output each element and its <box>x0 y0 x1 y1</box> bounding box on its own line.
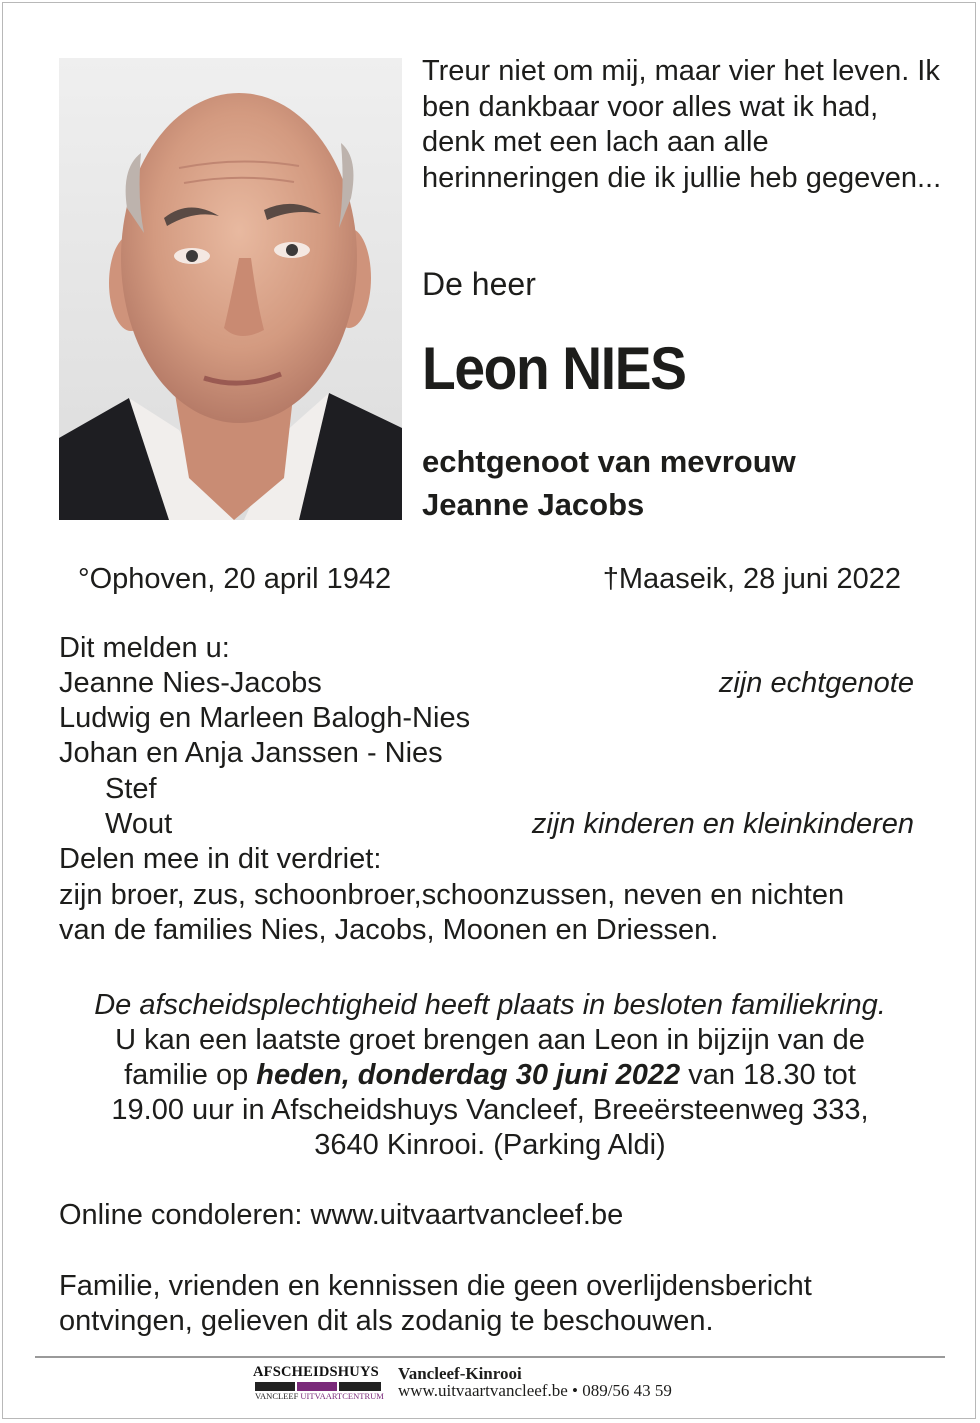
ceremony-line: U kan een laatste groet brengen aan Leon in bijzijn van de <box>115 1024 865 1056</box>
logo-sub-1: VANCLEEF <box>255 1391 299 1401</box>
online-condolence: Online condoleren: www.uitvaartvancleef.be <box>59 1199 624 1231</box>
title-prefix: De heer <box>422 266 536 302</box>
logo-bar <box>255 1382 295 1391</box>
grandchild-name: Stef <box>105 773 157 805</box>
logo-bars <box>255 1382 381 1391</box>
ceremony-text: familie op <box>124 1059 249 1091</box>
footer-divider <box>35 1356 945 1358</box>
deceased-name: Leon NIES <box>422 335 686 402</box>
family-member-name: Ludwig en Marleen Balogh-Nies <box>59 702 471 734</box>
ceremony-line: 19.00 uur in Afscheidshuys Vancleef, Breeërsteenweg 333, <box>111 1094 869 1126</box>
announcement-intro: Dit melden u: <box>59 632 230 664</box>
ceremony-date: heden, donderdag 30 juni 2022 <box>256 1059 681 1091</box>
family-member-name: Jeanne Nies-Jacobs <box>59 667 322 699</box>
ceremony-line: De afscheidsplechtigheid heeft plaats in besloten familiekring. <box>94 989 886 1021</box>
funeral-home-logo <box>253 1364 383 1404</box>
funeral-home-contact: www.uitvaartvancleef.be • 089/56 43 59 <box>398 1381 672 1400</box>
ceremony-text: van 18.30 tot <box>688 1059 856 1091</box>
logo-sub-2: UITVAARTCENTRUM <box>300 1391 384 1401</box>
share-intro: Delen mee in dit verdriet: <box>59 843 382 875</box>
death-date: †Maaseik, 28 juni 2022 <box>602 563 901 595</box>
portrait-image <box>59 58 402 520</box>
funeral-home-name: Vancleef-Kinrooi <box>398 1364 522 1383</box>
logo-bar <box>339 1382 381 1391</box>
spouse-line-1: echtgenoot van mevrouw <box>422 444 796 479</box>
birth-date: °Ophoven, 20 april 1942 <box>78 563 392 595</box>
family-relation: zijn kinderen en kleinkinderen <box>531 808 914 840</box>
family-relation: zijn echtgenote <box>718 667 914 699</box>
logo-bar <box>297 1382 337 1391</box>
share-line: van de families Nies, Jacobs, Moonen en Driessen. <box>59 914 719 946</box>
family-member-name: Johan en Anja Janssen - Nies <box>59 737 443 769</box>
share-line: zijn broer, zus, schoonbroer,schoonzussen, neven en nichten <box>59 879 845 911</box>
portrait-photo <box>59 58 402 520</box>
ceremony-block <box>40 988 940 1163</box>
notice-line: Familie, vrienden en kennissen die geen overlijdensbericht <box>59 1270 812 1302</box>
logo-subtitle <box>255 1391 384 1401</box>
grandchild-name: Wout <box>105 808 173 840</box>
notice-line: ontvingen, gelieven dit als zodanig te beschouwen. <box>59 1305 714 1337</box>
ceremony-line: 3640 Kinrooi. (Parking Aldi) <box>314 1129 666 1161</box>
ceremony-line <box>40 1058 940 1093</box>
memorial-quote: Treur niet om mij, maar vier het leven. Ik ben dankbaar voor alles wat ik had, denk met een lach aan alle herinneringen die ik jullie heb gegeven... <box>422 55 942 194</box>
spouse-line-2: Jeanne Jacobs <box>422 487 645 522</box>
logo-title: AFSCHEIDSHUYS <box>253 1364 379 1380</box>
